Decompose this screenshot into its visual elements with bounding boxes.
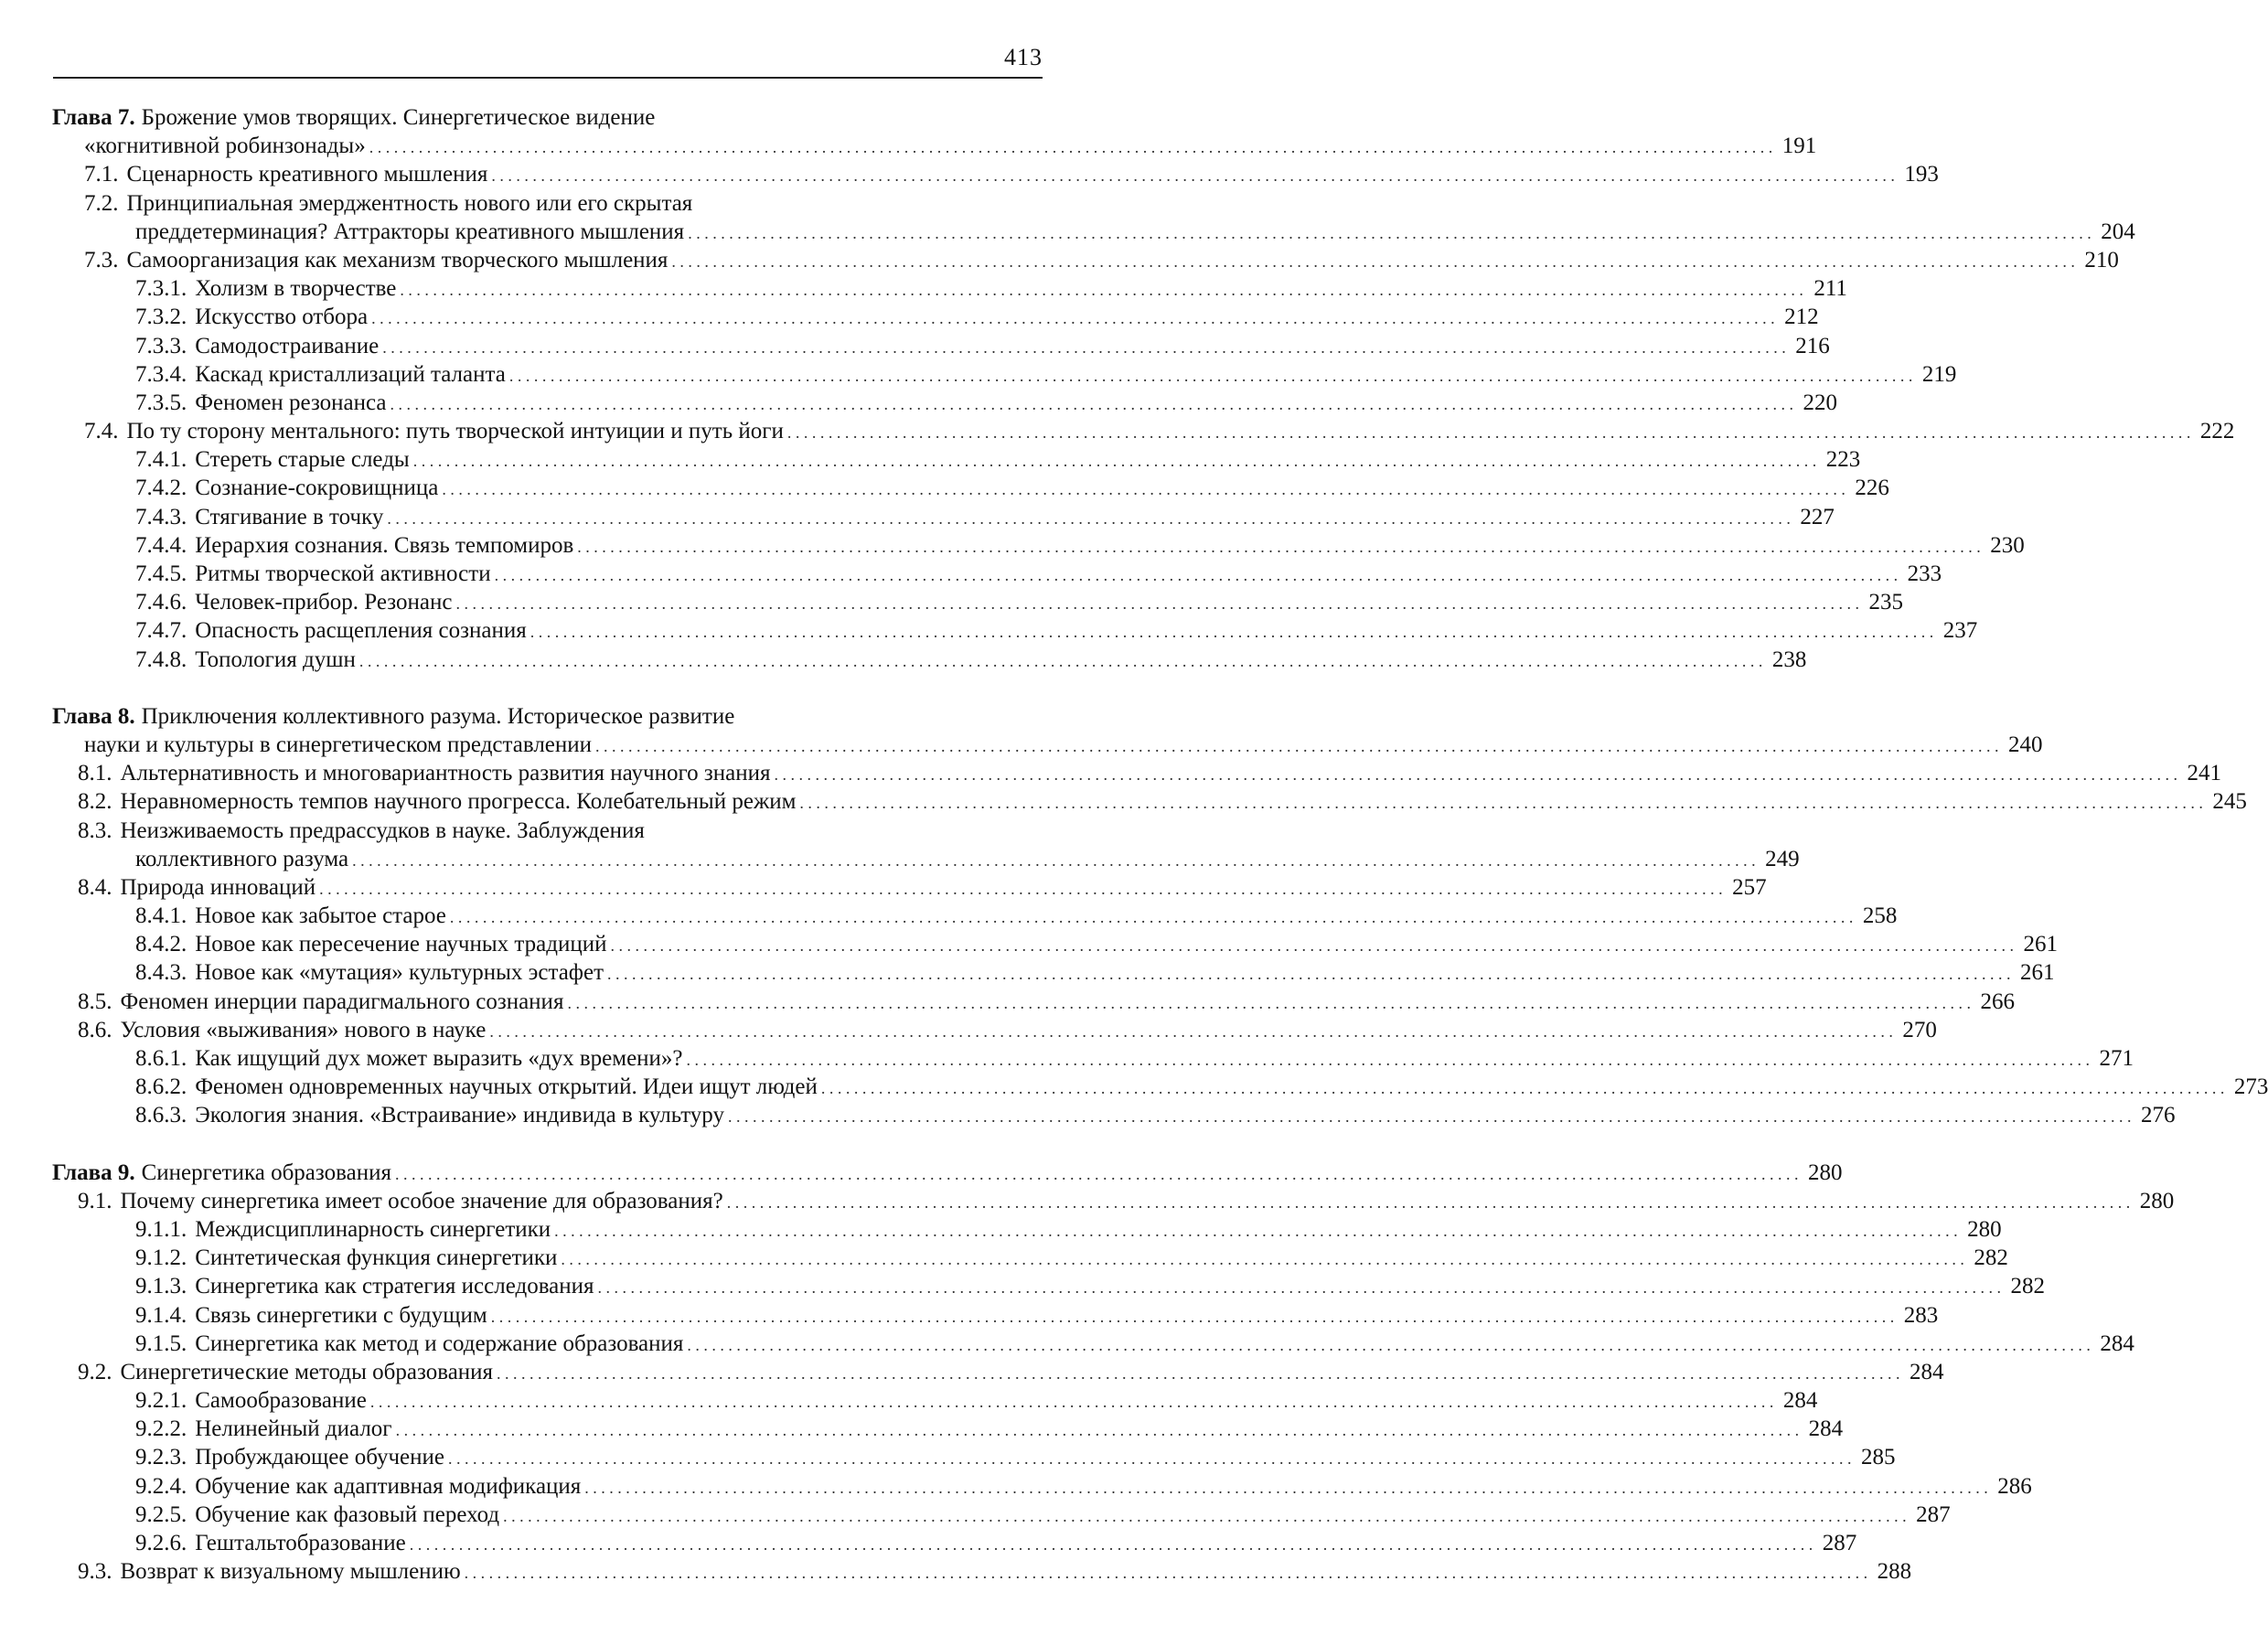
page-ref: 266: [1980, 988, 2015, 1014]
dot-leader: [687, 1331, 2091, 1360]
toc-line: [0, 1101, 2176, 1129]
toc-line: [0, 246, 2119, 274]
section-number: 9.2.: [78, 1359, 112, 1384]
page-ref: 237: [1942, 618, 1978, 644]
toc-line: [0, 103, 1043, 132]
page-ref: 287: [1822, 1531, 1857, 1555]
subsection-title: Новое как забытое старое: [195, 903, 446, 929]
subsection-number: 7.4.4.: [135, 532, 187, 558]
toc-line: [0, 1501, 1951, 1529]
subsection-number: 9.2.3.: [135, 1445, 187, 1470]
chapter-label: Глава 8.: [52, 703, 135, 729]
toc-line: [0, 1330, 2134, 1358]
subsection-title: Каскад кристаллизаций таланта: [195, 361, 506, 387]
toc-line: [0, 616, 1978, 645]
page-ref: 204: [2101, 219, 2135, 244]
toc-line: [0, 588, 1903, 616]
section-title: Альтернативность и многовариантность развития научного знания: [120, 761, 771, 786]
toc-line: [0, 1244, 2008, 1272]
subsection-title: Стереть старые следы: [195, 447, 410, 473]
subsection-title: Обучение как адаптивная модификация: [195, 1473, 582, 1499]
toc-line: [0, 787, 2247, 816]
dot-leader: [455, 590, 1859, 618]
section-title: Неравномерность темпов научного прогресса. Колебательный режим: [120, 789, 797, 815]
toc-line: [0, 332, 1830, 360]
subsection-title: Иерархия сознания. Связь темпомиров: [195, 532, 574, 558]
dot-leader: [584, 1474, 1988, 1502]
subsection-number: 8.4.3.: [135, 960, 187, 986]
dot-leader: [687, 1046, 2091, 1074]
chapter-label: Глава 7.: [52, 105, 135, 130]
toc-line: [0, 474, 1889, 502]
section-title: Возврат к визуальному мышлению: [120, 1559, 461, 1585]
toc-line: [0, 303, 1819, 331]
dot-leader: [497, 1360, 1900, 1388]
toc-line: [0, 1187, 2175, 1215]
subsection-title: Новое как пересечение научных традиций: [195, 932, 607, 957]
subsection-number: 8.6.2.: [135, 1074, 187, 1100]
page-ref: 220: [1803, 390, 1838, 415]
dot-leader: [509, 362, 1913, 390]
page-ref: 284: [1782, 1388, 1818, 1414]
dot-leader: [554, 1217, 1958, 1245]
subsection-number: 7.4.1.: [135, 447, 187, 473]
dot-leader: [821, 1074, 2225, 1103]
dot-leader: [465, 1559, 1868, 1587]
page-ref: 284: [1910, 1359, 1944, 1384]
section-number: 7.4.: [84, 419, 119, 444]
toc-line: [0, 1443, 1896, 1471]
section-number: 7.3.: [84, 247, 119, 272]
subsection-number: 8.4.2.: [135, 932, 187, 957]
chapter-block: [0, 1159, 2175, 1587]
subsection-title: Синергетика как метод и содержание образования: [195, 1330, 684, 1356]
page-ref: 282: [2010, 1274, 2046, 1299]
page-ref: 210: [2084, 247, 2119, 272]
subsection-title: Гештальтобразование: [195, 1531, 406, 1555]
page-ref: 226: [1855, 476, 1889, 501]
toc-line: [0, 731, 2043, 759]
dot-leader: [561, 1245, 1964, 1274]
toc-line: [0, 274, 1847, 303]
toc-line: [0, 1358, 1944, 1386]
toc-line: [0, 1215, 2002, 1244]
dot-leader: [448, 1445, 1852, 1473]
dot-leader: [369, 134, 1773, 162]
subsection-number: 9.2.5.: [135, 1501, 187, 1527]
section-number: 8.1.: [78, 761, 112, 786]
page-ref: 276: [2140, 1103, 2176, 1128]
dot-leader: [450, 903, 1854, 932]
toc-line: [0, 1415, 1844, 1443]
page-ref: 273: [2233, 1074, 2268, 1100]
subsection-number: 7.4.5.: [135, 561, 187, 586]
toc-line: [0, 873, 1767, 902]
dot-leader: [530, 618, 1934, 647]
table-of-contents: [0, 103, 2268, 1586]
subsection-number: 9.2.6.: [135, 1531, 187, 1555]
toc-line: [0, 1016, 1937, 1044]
subsection-number: 9.1.4.: [135, 1302, 187, 1328]
section-title: Принципиальная эмерджентность нового или его скрытая: [126, 190, 693, 216]
section-number: 7.1.: [84, 162, 119, 187]
subsection-title: Феномен резонанса: [195, 390, 387, 415]
page-ref: 245: [2212, 789, 2247, 815]
chapter-label: Глава 9.: [52, 1159, 135, 1185]
section-title: Неизживаемость предрассудков в науке. Заблуждения: [120, 818, 645, 843]
subsection-number: 7.4.3.: [135, 504, 187, 529]
section-number: 8.4.: [78, 874, 112, 900]
toc-line: [0, 218, 2135, 246]
section-number: 8.5.: [78, 988, 112, 1014]
subsection-title: Сознание-сокровищница: [195, 476, 439, 501]
subsection-title: Обучение как фазовый переход: [195, 1501, 500, 1527]
toc-line: [0, 503, 1835, 531]
page-number: 413: [1004, 44, 1043, 70]
toc-line: [0, 759, 2221, 787]
toc-line: [0, 1557, 1912, 1586]
toc-line: [0, 445, 1861, 474]
subsection-title: Как ищущий дух может выразить «дух времени»?: [195, 1046, 683, 1071]
page-ref: 287: [1916, 1501, 1951, 1527]
page-ref: 285: [1861, 1445, 1896, 1470]
page-ref: 233: [1907, 561, 1942, 586]
toc-line: [0, 845, 1800, 873]
toc-line: [0, 702, 1043, 731]
toc-line: [0, 1472, 2032, 1501]
subsection-number: 7.3.4.: [135, 361, 187, 387]
dot-leader: [489, 1018, 1893, 1046]
section-title: Почему синергетика имеет особое значение для образования?: [120, 1188, 723, 1213]
dot-leader: [371, 305, 1775, 333]
section-title: Феномен инерции парадигмального сознания: [120, 988, 564, 1014]
toc-line: [0, 417, 2235, 445]
subsection-number: 8.6.3.: [135, 1103, 187, 1128]
chapter-block: [0, 103, 2235, 674]
dot-leader: [671, 248, 2075, 276]
section-number: 8.2.: [78, 789, 112, 815]
page-ref: 284: [1808, 1416, 1844, 1442]
toc-line: [0, 389, 1838, 417]
page-ref: 282: [1974, 1245, 2008, 1271]
dot-leader: [610, 932, 2014, 960]
toc-line: [0, 1044, 2134, 1073]
dot-leader: [442, 476, 1845, 504]
section-title-cont: преддетерминация? Аттракторы креативного мышления: [135, 219, 685, 244]
dot-leader: [491, 162, 1895, 190]
subsection-title: Связь синергетики с будущим: [195, 1302, 487, 1328]
page-ref: 257: [1732, 874, 1767, 900]
section-title: Сценарность креативного мышления: [126, 162, 488, 187]
dot-leader: [491, 1303, 1895, 1331]
toc-line: [0, 189, 1043, 218]
page-ref: 211: [1813, 276, 1847, 302]
section-number: 8.3.: [78, 818, 112, 843]
subsection-number: 7.4.8.: [135, 647, 187, 672]
subsection-title: Синтетическая функция синергетики: [195, 1245, 558, 1271]
subsection-title: Новое как «мутация» культурных эстафет: [195, 960, 604, 986]
section-title: Синергетические методы образования: [120, 1359, 494, 1384]
dot-leader: [774, 761, 2177, 789]
dot-leader: [727, 1189, 2131, 1217]
subsection-number: 7.4.7.: [135, 618, 187, 644]
subsection-number: 7.3.2.: [135, 305, 187, 330]
subsection-title: Самообразование: [195, 1388, 367, 1414]
toc-line: [0, 646, 1807, 674]
page-ref: 261: [2023, 932, 2058, 957]
page-ref: 280: [2139, 1188, 2175, 1213]
page-ref: 191: [1781, 134, 1817, 159]
dot-leader: [688, 219, 2091, 248]
chapter-title: Синергетика образования: [141, 1159, 391, 1185]
page-ref: 249: [1765, 846, 1800, 871]
toc-line: [0, 160, 1939, 188]
subsection-number: 7.4.6.: [135, 590, 187, 615]
dot-leader: [396, 1416, 1800, 1445]
subsection-title: Междисциплинарность синергетики: [195, 1216, 551, 1242]
chapter-title-cont: науки и культуры в синергетическом представлении: [84, 732, 593, 757]
chapter-title: Брожение умов творящих. Синергетическое видение: [141, 105, 656, 130]
dot-leader: [370, 1388, 1774, 1416]
toc-line: [0, 1529, 1857, 1557]
subsection-title: Самодостраивание: [195, 333, 380, 358]
section-title: Условия «выживания» нового в науке: [120, 1017, 487, 1042]
dot-leader: [395, 1160, 1799, 1189]
dot-leader: [359, 647, 1763, 676]
dot-leader: [387, 505, 1791, 533]
page-ref: 283: [1903, 1302, 1939, 1328]
subsection-title: Топология душн: [195, 647, 356, 672]
page-ref: 284: [2100, 1330, 2134, 1356]
dot-leader: [413, 447, 1817, 476]
dot-leader: [410, 1531, 1813, 1559]
toc-line: [0, 1159, 1843, 1187]
page-ref: 280: [1967, 1216, 2002, 1242]
page-ref: 216: [1795, 333, 1830, 358]
section-title-cont: коллективного разума: [135, 846, 349, 871]
toc-line: [0, 360, 1957, 389]
page-ref: 223: [1825, 447, 1861, 473]
subsection-title: Пробуждающее обучение: [195, 1445, 444, 1470]
section-title: Природа инноваций: [120, 874, 316, 900]
toc-line: [0, 988, 2015, 1016]
subsection-number: 9.2.2.: [135, 1416, 187, 1442]
page-ref: 222: [2199, 419, 2235, 444]
dot-leader: [503, 1502, 1907, 1531]
page-ref: 240: [2008, 732, 2043, 757]
toc-line: [0, 1073, 2268, 1101]
subsection-title: Опасность расщепления сознания: [195, 618, 527, 644]
subsection-number: 7.3.1.: [135, 276, 187, 302]
page-ref: 258: [1862, 903, 1898, 929]
page-ref: 238: [1771, 647, 1807, 672]
header-rule: [53, 77, 1043, 79]
dot-leader: [495, 561, 1899, 590]
subsection-number: 7.4.2.: [135, 476, 187, 501]
subsection-title: Нелинейный диалог: [195, 1416, 392, 1442]
dot-leader: [799, 789, 2203, 818]
subsection-number: 9.1.1.: [135, 1216, 187, 1242]
toc-line: [0, 560, 1942, 588]
dot-leader: [598, 1274, 2002, 1302]
page-ref: 193: [1904, 162, 1939, 187]
subsection-title: Искусство отбора: [195, 305, 369, 330]
dot-leader: [567, 989, 1971, 1018]
dot-leader: [577, 533, 1981, 561]
toc-line: [0, 902, 1898, 930]
subsection-number: 8.4.1.: [135, 903, 187, 929]
toc-line: [0, 1301, 1939, 1330]
dot-leader: [787, 419, 2191, 447]
toc-line: [0, 958, 2055, 987]
toc-line: [0, 1386, 1818, 1415]
subsection-title: Синергетика как стратегия исследования: [195, 1274, 594, 1299]
section-number: 9.3.: [78, 1559, 112, 1585]
section-title: По ту сторону ментального: путь творческой интуиции и путь йоги: [126, 419, 784, 444]
subsection-title: Ритмы творческой активности: [195, 561, 491, 586]
subsection-title: Феномен одновременных научных открытий. Идеи ищут людей: [195, 1074, 818, 1100]
page-ref: 219: [1921, 361, 1957, 387]
dot-leader: [352, 847, 1756, 875]
subsection-number: 7.3.3.: [135, 333, 187, 358]
subsection-number: 8.6.1.: [135, 1046, 187, 1071]
subsection-title: Стягивание в точку: [195, 504, 384, 529]
page-ref: 271: [2099, 1046, 2134, 1071]
subsection-title: Экология знания. «Встраивание» индивида в культуру: [195, 1103, 724, 1128]
subsection-number: 9.1.2.: [135, 1245, 187, 1271]
dot-leader: [319, 875, 1723, 903]
subsection-number: 9.2.1.: [135, 1388, 187, 1414]
page-ref: 241: [2187, 761, 2221, 786]
toc-line: [0, 930, 2058, 958]
page-ref: 261: [2020, 960, 2055, 986]
section-number: 7.2.: [84, 190, 119, 216]
chapter-title-cont: «когнитивной робинзонады»: [84, 134, 366, 159]
chapter-title: Приключения коллективного разума. Историческое развитие: [141, 703, 735, 729]
dot-leader: [607, 960, 2011, 988]
chapter-block: [0, 702, 2268, 1130]
section-number: 9.1.: [78, 1188, 112, 1213]
subsection-number: 9.1.5.: [135, 1330, 187, 1356]
page-ref: 280: [1807, 1159, 1843, 1185]
subsection-number: 9.1.3.: [135, 1274, 187, 1299]
subsection-number: 9.2.4.: [135, 1473, 187, 1499]
dot-leader: [382, 334, 1786, 362]
section-number: 8.6.: [78, 1017, 112, 1042]
page-ref: 288: [1877, 1559, 1912, 1585]
page-ref: 230: [1990, 532, 2025, 558]
dot-leader: [400, 276, 1803, 305]
dot-leader: [390, 390, 1794, 419]
subsection-title: Человек-прибор. Резонанс: [195, 590, 453, 615]
section-title: Самоорганизация как механизм творческого мышления: [126, 247, 669, 272]
toc-line: [0, 817, 1043, 845]
dot-leader: [595, 732, 1999, 761]
subsection-title: Холизм в творчестве: [195, 276, 397, 302]
subsection-number: 7.3.5.: [135, 390, 187, 415]
page-ref: 270: [1902, 1017, 1937, 1042]
page-ref: 212: [1784, 305, 1819, 330]
toc-line: [0, 531, 2025, 560]
page-ref: 227: [1800, 504, 1835, 529]
page-ref: 235: [1868, 590, 1903, 615]
toc-line: [0, 1272, 2046, 1300]
toc-line: [0, 132, 1817, 160]
dot-leader: [728, 1103, 2132, 1131]
page-ref: 286: [1997, 1473, 2032, 1499]
